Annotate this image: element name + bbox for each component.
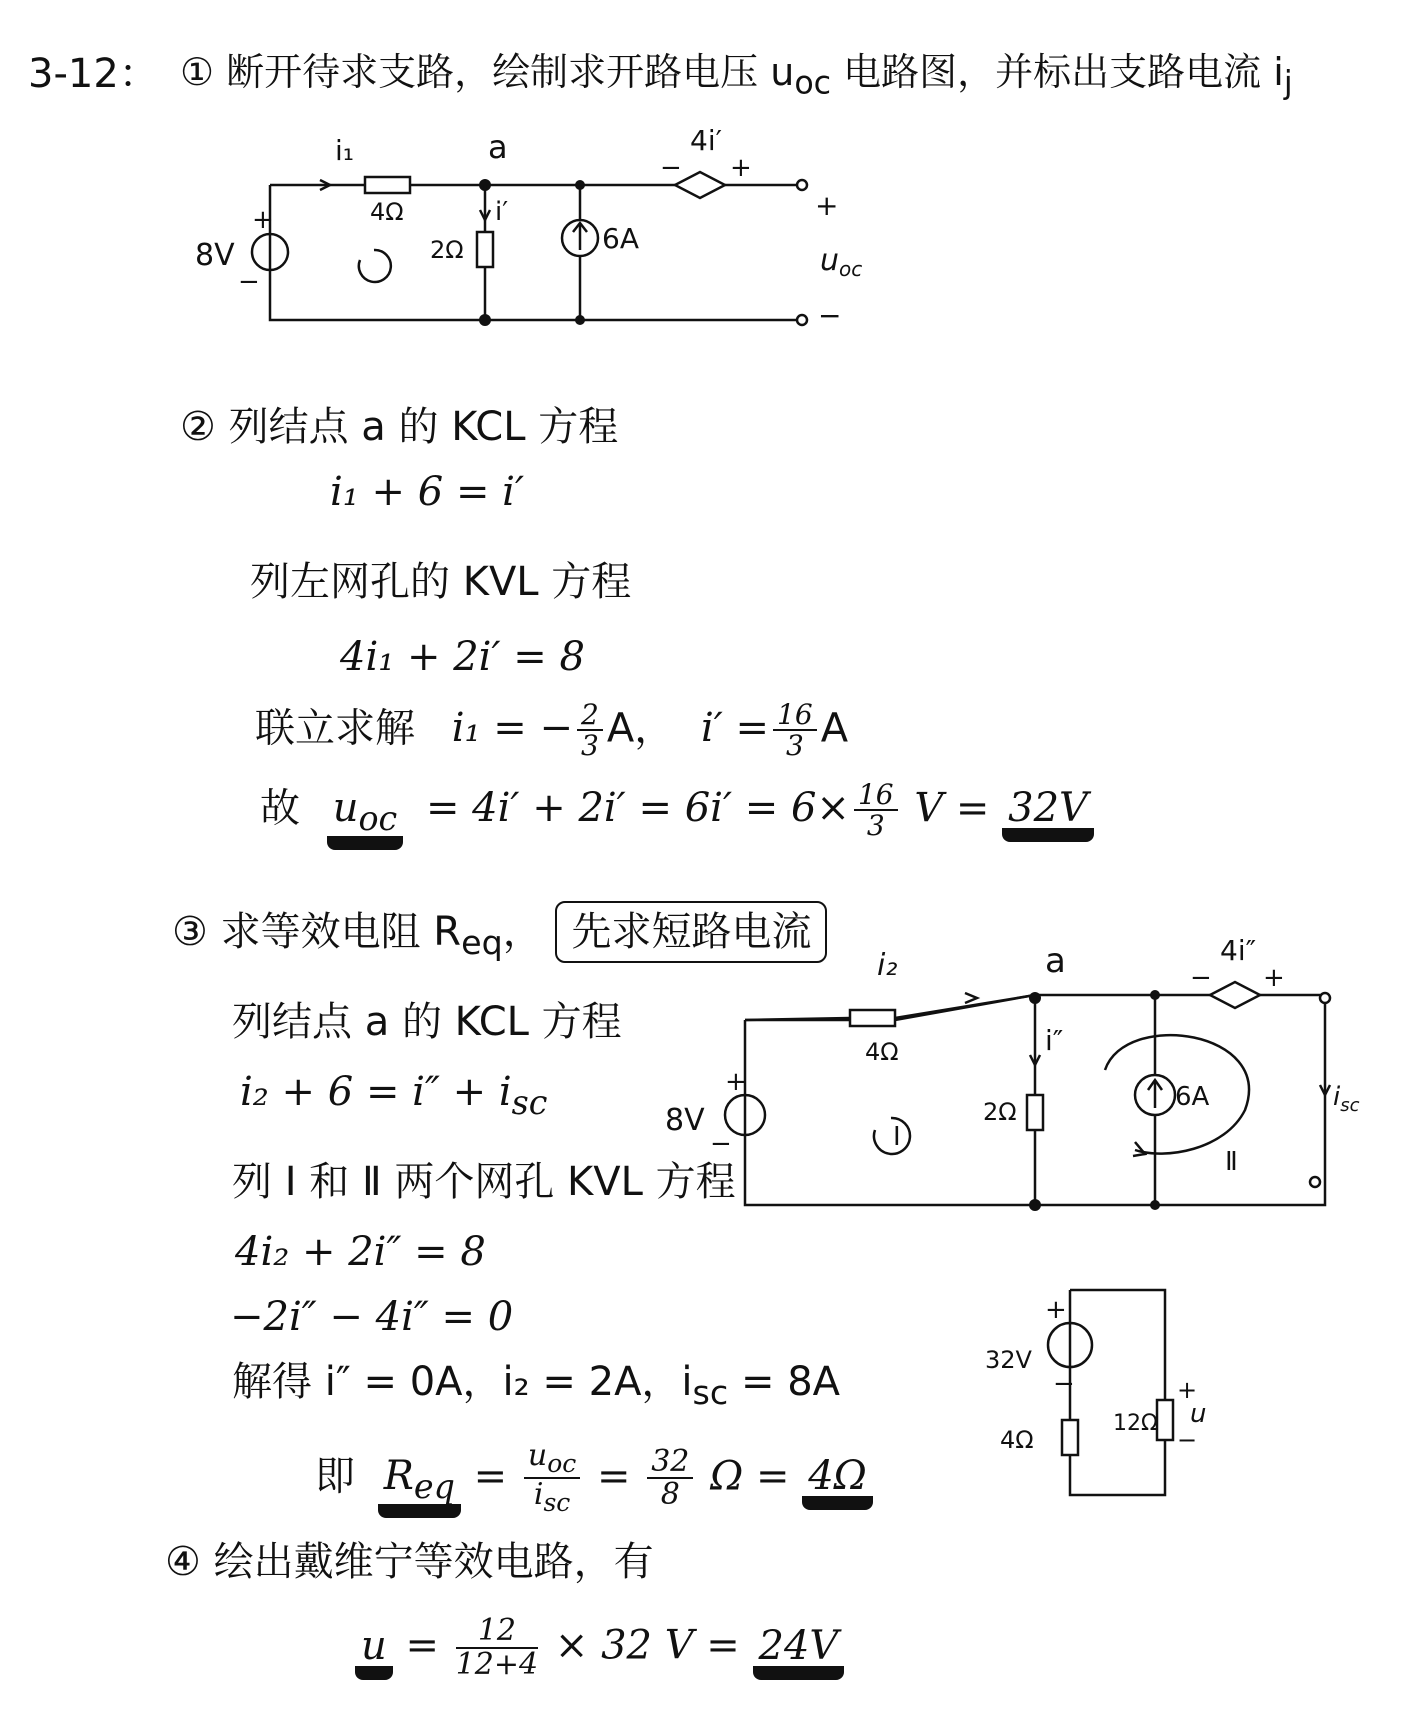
u-plus: +: [1177, 1376, 1198, 1404]
sol-ip-frac: $\frac{16}{3}$: [773, 700, 817, 761]
label-mesh-1: Ⅰ: [893, 1122, 901, 1152]
step4-heading: ④ 绘出戴维宁等效电路，有: [165, 1539, 654, 1585]
label-u: u: [1190, 1399, 1207, 1429]
src-minus-2: −: [710, 1129, 732, 1159]
solve-label: 联立求解: [255, 705, 415, 752]
u-eq: =: [405, 1622, 439, 1669]
dependent-source-symbol: [675, 172, 725, 198]
req-eq: =: [596, 1453, 631, 1500]
uoc-result-line: [260, 780, 1094, 850]
label-mesh-2: Ⅱ: [1225, 1147, 1238, 1177]
solve-line: [255, 700, 848, 761]
sol-ip-unit: A: [820, 705, 849, 752]
kvl-equation-3: −2i″ − 4i″ = 0: [230, 1294, 514, 1340]
open-circuit-diagram: [190, 120, 910, 350]
uoc-plus: +: [815, 189, 839, 222]
label-dep-source-2: 4i″: [1220, 934, 1257, 967]
label-32V: 32V: [985, 1346, 1032, 1374]
req-unit: Ω =: [710, 1453, 790, 1500]
kcl-equation-2: $i_2 + 6 = i'' + i_{sc}$: [240, 1069, 548, 1122]
label-res2-2: 2Ω: [983, 1098, 1017, 1126]
result-prefix: 故: [260, 785, 300, 832]
uoc-value: 32V: [1002, 788, 1094, 842]
kcl-equation-1: i₁ + 6 = i′: [330, 469, 525, 515]
u-frac: $\frac{12}{12+4}$: [455, 1613, 539, 1682]
uoc-label: $u_{oc}$: [327, 788, 404, 849]
src-minus: −: [238, 267, 260, 297]
label-res2: 2Ω: [430, 236, 464, 264]
kvl-equation-2: 4i₂ + 2i″ = 8: [235, 1229, 486, 1275]
u-label: u: [355, 1626, 393, 1680]
short-circuit-diagram: [665, 930, 1385, 1220]
uoc-minus: −: [818, 299, 842, 332]
label-4ohm-3: 4Ω: [1000, 1426, 1034, 1454]
label-node-a: a: [488, 128, 508, 166]
dep-plus-2: +: [1263, 963, 1285, 993]
u-tail: × 32 V =: [554, 1622, 740, 1669]
req-label: $R_{eq}$: [378, 1456, 461, 1517]
label-12ohm: 12Ω: [1113, 1411, 1158, 1436]
u-value: 24V: [753, 1626, 845, 1680]
resistor-internal-4ohm: [1062, 1420, 1078, 1455]
label-node-a-2: a: [1045, 941, 1066, 981]
u-minus: −: [1177, 1426, 1198, 1454]
label-8V-2: 8V: [665, 1103, 705, 1138]
label-i1: i₁: [335, 134, 355, 167]
step2-heading: ② 列结点 a 的 KCL 方程: [180, 404, 619, 450]
dep-minus: −: [660, 153, 682, 183]
req-frac-2: $\frac{32}{8}$: [647, 1446, 693, 1511]
resistor-2ohm-symbol-2: [1027, 1095, 1043, 1130]
uoc-frac: $\frac{16}{3}$: [854, 780, 898, 841]
label-uoc: $u_{oc}$: [820, 243, 863, 281]
sol-i1-unit: A，: [606, 705, 675, 752]
label-dep-source: 4i′: [690, 124, 722, 157]
step3-kcl-heading: 列结点 a 的 KCL 方程: [232, 999, 622, 1045]
problem-number: 3-12：: [28, 51, 159, 97]
step1-heading: ① 断开待求支路，绘制求开路电压 $u_{oc}$ 电路图，并标出支路电流 $i_j$: [180, 50, 1293, 102]
kvl-heading: 列左网孔的 KVL 方程: [250, 559, 632, 605]
label-6A-2: 6A: [1175, 1082, 1210, 1112]
src-plus-2: +: [725, 1067, 747, 1097]
label-6A: 6A: [602, 222, 639, 255]
thevenin-equivalent-diagram: [965, 1280, 1225, 1510]
kvl-equation-1: 4i₁ + 2i′ = 8: [340, 634, 585, 680]
label-res1: 4Ω: [370, 198, 404, 226]
req-prefix: 即: [315, 1453, 355, 1500]
label-isc: $i_{sc}$: [1333, 1082, 1360, 1116]
resistor-2ohm-symbol: [477, 232, 493, 267]
req-frac: $\frac{u_{oc}}{i_{sc}}$: [524, 1440, 580, 1517]
sol-ip: i′ =: [700, 705, 770, 752]
sol-i1: i₁ = −: [451, 705, 574, 752]
src-minus-3: −: [1053, 1369, 1075, 1399]
src-plus-3: +: [1045, 1295, 1067, 1325]
uoc-expression: = 4i′ + 2i′ = 6i′ = 6×: [425, 785, 850, 832]
label-ipp: i″: [1045, 1024, 1064, 1057]
req-result-line: 即 $R_{eq}$ = $\frac{u_{oc}}{i_{sc}}$ = $\frac{32}{8}$ Ω = 4Ω: [315, 1440, 873, 1518]
resistor-4ohm-symbol-2: [850, 1010, 895, 1026]
src-plus: +: [252, 205, 274, 235]
label-8V: 8V: [195, 238, 235, 273]
step3-title: ③ 求等效电阻 $R_{eq}$，: [172, 909, 543, 962]
label-i2: i₂: [877, 948, 898, 983]
dependent-source-symbol-2: [1210, 982, 1260, 1008]
resistor-4ohm-symbol: [365, 177, 410, 193]
resistor-load-12ohm: [1157, 1400, 1173, 1440]
uoc-unit: V =: [914, 785, 990, 832]
short-circuit-note: 先求短路电流: [555, 901, 827, 963]
u-result-line: [355, 1615, 844, 1680]
dep-plus: +: [730, 153, 752, 183]
step3-solution: 解得 i″ = 0A，i₂ = 2A，$i_{sc} = 8A$: [232, 1359, 841, 1412]
dep-minus-2: −: [1190, 963, 1212, 993]
step3-kvl-heading: 列 Ⅰ 和 Ⅱ 两个网孔 KVL 方程: [232, 1159, 736, 1205]
sol-i1-frac: $\frac{2}{3}$: [577, 700, 603, 761]
label-iprime: i′: [495, 197, 509, 227]
label-res1-2: 4Ω: [865, 1038, 899, 1066]
req-value: 4Ω: [802, 1456, 873, 1510]
